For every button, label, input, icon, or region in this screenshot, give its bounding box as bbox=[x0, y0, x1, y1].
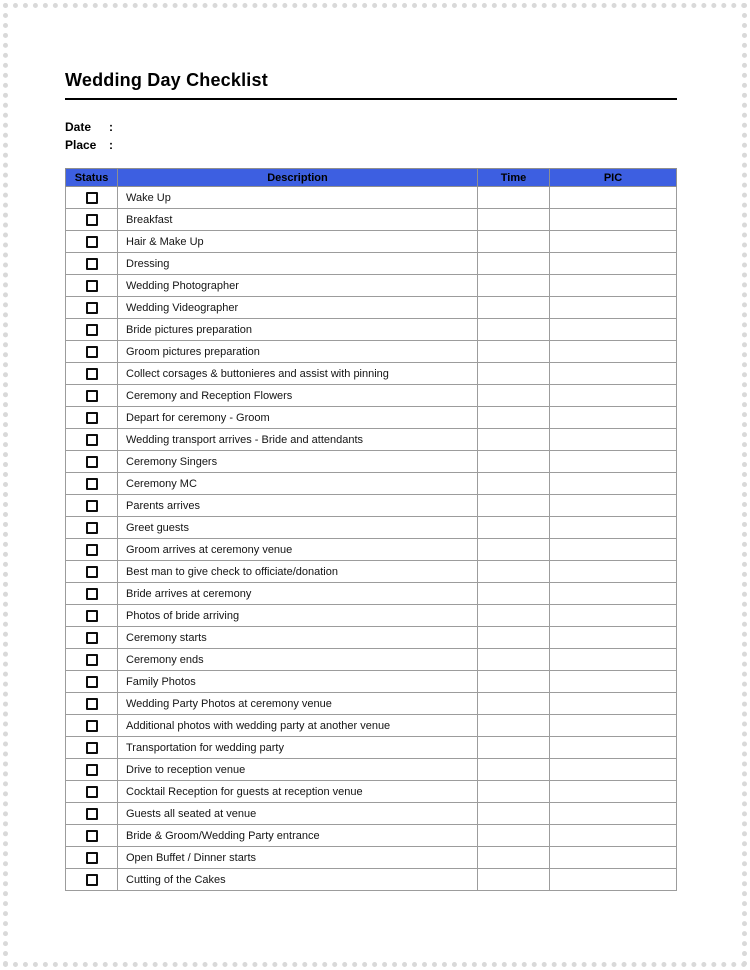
table-row bbox=[66, 429, 677, 451]
pic-cell bbox=[550, 671, 677, 693]
pic-cell bbox=[550, 297, 677, 319]
status-checkbox[interactable] bbox=[86, 236, 98, 248]
pic-cell bbox=[550, 649, 677, 671]
table-row bbox=[66, 385, 677, 407]
description-cell: Cocktail Reception for guests at reception venue bbox=[118, 781, 478, 803]
time-cell bbox=[478, 297, 550, 319]
status-checkbox[interactable] bbox=[86, 698, 98, 710]
time-cell bbox=[478, 473, 550, 495]
time-cell bbox=[478, 451, 550, 473]
table-row bbox=[66, 737, 677, 759]
table-row bbox=[66, 781, 677, 803]
pic-cell bbox=[550, 341, 677, 363]
status-cell bbox=[66, 187, 118, 209]
table-row bbox=[66, 561, 677, 583]
description-cell: Collect corsages & buttonieres and assist with pinning bbox=[118, 363, 478, 385]
table-row bbox=[66, 451, 677, 473]
status-checkbox[interactable] bbox=[86, 258, 98, 270]
status-checkbox[interactable] bbox=[86, 786, 98, 798]
table-row bbox=[66, 847, 677, 869]
column-header-description: Description bbox=[118, 169, 478, 187]
table-row bbox=[66, 869, 677, 891]
time-cell bbox=[478, 649, 550, 671]
pic-cell bbox=[550, 275, 677, 297]
description-cell: Wedding Party Photos at ceremony venue bbox=[118, 693, 478, 715]
status-cell bbox=[66, 517, 118, 539]
description-cell: Groom arrives at ceremony venue bbox=[118, 539, 478, 561]
date-colon: : bbox=[109, 120, 113, 134]
description-cell: Parents arrives bbox=[118, 495, 478, 517]
status-cell bbox=[66, 759, 118, 781]
pic-cell bbox=[550, 319, 677, 341]
status-checkbox[interactable] bbox=[86, 500, 98, 512]
description-cell: Drive to reception venue bbox=[118, 759, 478, 781]
pic-cell bbox=[550, 781, 677, 803]
time-cell bbox=[478, 759, 550, 781]
status-checkbox[interactable] bbox=[86, 346, 98, 358]
pic-cell bbox=[550, 231, 677, 253]
time-cell bbox=[478, 539, 550, 561]
status-checkbox[interactable] bbox=[86, 852, 98, 864]
status-cell bbox=[66, 803, 118, 825]
table-row bbox=[66, 759, 677, 781]
status-cell bbox=[66, 781, 118, 803]
table-header-row bbox=[66, 169, 677, 187]
description-cell: Wedding Photographer bbox=[118, 275, 478, 297]
pic-cell bbox=[550, 407, 677, 429]
status-cell bbox=[66, 825, 118, 847]
table-row bbox=[66, 671, 677, 693]
description-cell: Greet guests bbox=[118, 517, 478, 539]
description-cell: Wake Up bbox=[118, 187, 478, 209]
status-checkbox[interactable] bbox=[86, 610, 98, 622]
table-row bbox=[66, 583, 677, 605]
pic-cell bbox=[550, 561, 677, 583]
place-field bbox=[65, 138, 677, 156]
pic-cell bbox=[550, 715, 677, 737]
table-row bbox=[66, 473, 677, 495]
status-cell bbox=[66, 671, 118, 693]
status-checkbox[interactable] bbox=[86, 742, 98, 754]
pic-cell bbox=[550, 847, 677, 869]
checklist-body bbox=[66, 187, 677, 891]
status-checkbox[interactable] bbox=[86, 566, 98, 578]
pic-cell bbox=[550, 495, 677, 517]
time-cell bbox=[478, 517, 550, 539]
status-checkbox[interactable] bbox=[86, 544, 98, 556]
document-content bbox=[65, 70, 677, 891]
status-cell bbox=[66, 737, 118, 759]
status-cell bbox=[66, 847, 118, 869]
pic-cell bbox=[550, 693, 677, 715]
status-cell bbox=[66, 407, 118, 429]
pic-cell bbox=[550, 869, 677, 891]
status-checkbox[interactable] bbox=[86, 632, 98, 644]
table-row bbox=[66, 319, 677, 341]
status-cell bbox=[66, 715, 118, 737]
table-row bbox=[66, 825, 677, 847]
status-checkbox[interactable] bbox=[86, 764, 98, 776]
status-cell bbox=[66, 429, 118, 451]
time-cell bbox=[478, 803, 550, 825]
pic-cell bbox=[550, 363, 677, 385]
time-cell bbox=[478, 187, 550, 209]
status-checkbox[interactable] bbox=[86, 412, 98, 424]
pic-cell bbox=[550, 539, 677, 561]
status-checkbox[interactable] bbox=[86, 830, 98, 842]
column-header-pic: PIC bbox=[550, 169, 677, 187]
description-cell: Ceremony MC bbox=[118, 473, 478, 495]
pic-cell bbox=[550, 759, 677, 781]
table-row bbox=[66, 297, 677, 319]
pic-cell bbox=[550, 429, 677, 451]
status-checkbox[interactable] bbox=[86, 192, 98, 204]
table-row bbox=[66, 517, 677, 539]
table-row bbox=[66, 715, 677, 737]
status-cell bbox=[66, 363, 118, 385]
table-row bbox=[66, 803, 677, 825]
time-cell bbox=[478, 869, 550, 891]
table-row bbox=[66, 231, 677, 253]
status-cell bbox=[66, 253, 118, 275]
status-checkbox[interactable] bbox=[86, 808, 98, 820]
description-cell: Ceremony and Reception Flowers bbox=[118, 385, 478, 407]
description-cell: Wedding Videographer bbox=[118, 297, 478, 319]
date-label: Date bbox=[65, 120, 92, 134]
description-cell: Family Photos bbox=[118, 671, 478, 693]
description-cell: Open Buffet / Dinner starts bbox=[118, 847, 478, 869]
status-checkbox[interactable] bbox=[86, 280, 98, 292]
place-label: Place bbox=[65, 138, 97, 152]
table-row bbox=[66, 209, 677, 231]
pic-cell bbox=[550, 803, 677, 825]
column-header-status: Status bbox=[66, 169, 118, 187]
status-cell bbox=[66, 451, 118, 473]
status-checkbox[interactable] bbox=[86, 654, 98, 666]
time-cell bbox=[478, 825, 550, 847]
description-cell: Hair & Make Up bbox=[118, 231, 478, 253]
pic-cell bbox=[550, 385, 677, 407]
time-cell bbox=[478, 341, 550, 363]
time-cell bbox=[478, 583, 550, 605]
status-cell bbox=[66, 693, 118, 715]
description-cell: Breakfast bbox=[118, 209, 478, 231]
time-cell bbox=[478, 231, 550, 253]
description-cell: Groom pictures preparation bbox=[118, 341, 478, 363]
table-row bbox=[66, 605, 677, 627]
status-checkbox[interactable] bbox=[86, 588, 98, 600]
description-cell: Guests all seated at venue bbox=[118, 803, 478, 825]
status-checkbox[interactable] bbox=[86, 456, 98, 468]
status-cell bbox=[66, 649, 118, 671]
table-row bbox=[66, 627, 677, 649]
pic-cell bbox=[550, 253, 677, 275]
page-title: Wedding Day Checklist bbox=[65, 70, 677, 100]
checklist-table bbox=[65, 168, 677, 891]
status-checkbox[interactable] bbox=[86, 522, 98, 534]
status-cell bbox=[66, 605, 118, 627]
description-cell: Ceremony Singers bbox=[118, 451, 478, 473]
time-cell bbox=[478, 275, 550, 297]
time-cell bbox=[478, 605, 550, 627]
table-row bbox=[66, 341, 677, 363]
pic-cell bbox=[550, 583, 677, 605]
date-field bbox=[65, 120, 677, 138]
time-cell bbox=[478, 671, 550, 693]
time-cell bbox=[478, 209, 550, 231]
status-checkbox[interactable] bbox=[86, 302, 98, 314]
status-cell bbox=[66, 869, 118, 891]
time-cell bbox=[478, 429, 550, 451]
status-cell bbox=[66, 209, 118, 231]
pic-cell bbox=[550, 737, 677, 759]
description-cell: Bride arrives at ceremony bbox=[118, 583, 478, 605]
status-cell bbox=[66, 495, 118, 517]
time-cell bbox=[478, 737, 550, 759]
status-cell bbox=[66, 561, 118, 583]
status-cell bbox=[66, 473, 118, 495]
time-cell bbox=[478, 715, 550, 737]
pic-cell bbox=[550, 209, 677, 231]
table-row bbox=[66, 363, 677, 385]
status-cell bbox=[66, 627, 118, 649]
description-cell: Bride pictures preparation bbox=[118, 319, 478, 341]
column-header-time: Time bbox=[478, 169, 550, 187]
status-checkbox[interactable] bbox=[86, 720, 98, 732]
description-cell: Dressing bbox=[118, 253, 478, 275]
status-cell bbox=[66, 539, 118, 561]
status-checkbox[interactable] bbox=[86, 676, 98, 688]
pic-cell bbox=[550, 605, 677, 627]
pic-cell bbox=[550, 825, 677, 847]
time-cell bbox=[478, 319, 550, 341]
table-row bbox=[66, 407, 677, 429]
status-checkbox[interactable] bbox=[86, 324, 98, 336]
time-cell bbox=[478, 407, 550, 429]
description-cell: Depart for ceremony - Groom bbox=[118, 407, 478, 429]
status-cell bbox=[66, 341, 118, 363]
description-cell: Additional photos with wedding party at another venue bbox=[118, 715, 478, 737]
table-row bbox=[66, 187, 677, 209]
description-cell: Photos of bride arriving bbox=[118, 605, 478, 627]
table-row bbox=[66, 275, 677, 297]
description-cell: Wedding transport arrives - Bride and attendants bbox=[118, 429, 478, 451]
table-row bbox=[66, 539, 677, 561]
status-checkbox[interactable] bbox=[86, 478, 98, 490]
pic-cell bbox=[550, 187, 677, 209]
status-cell bbox=[66, 275, 118, 297]
table-row bbox=[66, 253, 677, 275]
description-cell: Cutting of the Cakes bbox=[118, 869, 478, 891]
description-cell: Ceremony ends bbox=[118, 649, 478, 671]
time-cell bbox=[478, 385, 550, 407]
description-cell: Bride & Groom/Wedding Party entrance bbox=[118, 825, 478, 847]
table-row bbox=[66, 495, 677, 517]
pic-cell bbox=[550, 473, 677, 495]
time-cell bbox=[478, 363, 550, 385]
pic-cell bbox=[550, 517, 677, 539]
time-cell bbox=[478, 253, 550, 275]
description-cell: Best man to give check to officiate/donation bbox=[118, 561, 478, 583]
header-fields bbox=[65, 120, 677, 156]
status-cell bbox=[66, 583, 118, 605]
status-checkbox[interactable] bbox=[86, 434, 98, 446]
status-cell bbox=[66, 385, 118, 407]
time-cell bbox=[478, 495, 550, 517]
status-cell bbox=[66, 231, 118, 253]
time-cell bbox=[478, 781, 550, 803]
status-checkbox[interactable] bbox=[86, 368, 98, 380]
table-row bbox=[66, 693, 677, 715]
status-cell bbox=[66, 297, 118, 319]
status-checkbox[interactable] bbox=[86, 874, 98, 886]
time-cell bbox=[478, 693, 550, 715]
status-checkbox[interactable] bbox=[86, 390, 98, 402]
time-cell bbox=[478, 561, 550, 583]
description-cell: Ceremony starts bbox=[118, 627, 478, 649]
time-cell bbox=[478, 627, 550, 649]
time-cell bbox=[478, 847, 550, 869]
description-cell: Transportation for wedding party bbox=[118, 737, 478, 759]
pic-cell bbox=[550, 451, 677, 473]
pic-cell bbox=[550, 627, 677, 649]
status-cell bbox=[66, 319, 118, 341]
place-colon: : bbox=[109, 138, 113, 152]
table-row bbox=[66, 649, 677, 671]
status-checkbox[interactable] bbox=[86, 214, 98, 226]
